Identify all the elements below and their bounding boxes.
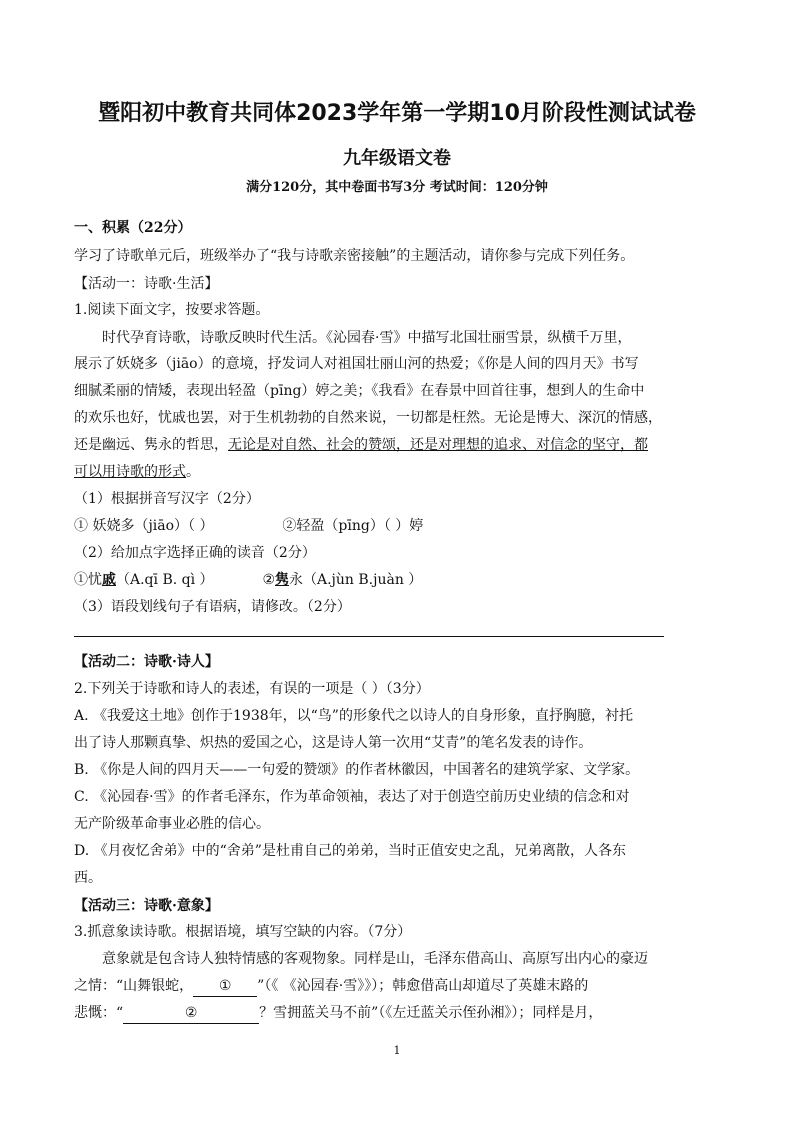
option-d-cont: 西。 (74, 870, 102, 886)
sub-question-1-b: ②轻盈（pīng）（ ）婷 (282, 518, 424, 534)
fill-blank-2[interactable]: ② (123, 1003, 259, 1024)
passage-line (74, 462, 734, 482)
activity-two-heading: 【活动二：诗歌·诗人】 (74, 654, 219, 670)
option-b: B. 《你是人间的四月天——一句爱的赞颂》的作者林徽因，中国著名的建筑学家、文学家。 (74, 762, 640, 778)
passage-text: 。 (186, 464, 200, 480)
question-1-stem: 1.阅读下面文字，按要求答题。 (74, 302, 270, 318)
sub-question-1-items (74, 516, 734, 536)
activity-three-text: 意象就是包含诗人独特情感的客观物象。同样是山，毛泽东借高山、高原写出内心的豪迈 (102, 951, 648, 967)
option-a-cont: 出了诗人那颗真挚、炽热的爱国之心，这是诗人第一次用“艾青”的笔名发表的诗作。 (74, 735, 593, 751)
answer-line[interactable] (74, 636, 664, 637)
activity-three-text-part: ”（《 《沁园春·雪》》）；韩愈借高山却道尽了英雄末路的 (257, 978, 589, 994)
activity-one-heading: 【活动一：诗歌·生活】 (74, 276, 219, 292)
sub-question-2-items (74, 570, 734, 590)
sub-question-2-b-options: 永（A.jùn B.juàn ） (289, 572, 423, 588)
passage-underlined-sentence: 无论是对自然、社会的赞颂，还是对理想的追求、对信念的坚守，都 (228, 437, 648, 453)
activity-three-text (74, 976, 734, 997)
sub-question-1-a: ① 妖娆多（jiāo）（ ） (74, 518, 214, 534)
passage-line: 细腻柔丽的情矮，表现出轻盈（pīng）婷之美；《我看》在春景中回首往事，想到人的生命中 (74, 383, 645, 399)
question-3-stem: 3.抓意象读诗歌。根据语境，填写空缺的内容。（7分） (74, 924, 412, 940)
option-c-cont: 无产阶级革命事业必胜的信心。 (74, 816, 270, 832)
passage-line: 时代孕育诗歌，诗歌反映时代生活。《沁园春·雪》中描写北国壮丽雪景，纵横千万里， (102, 330, 632, 346)
exam-title: 暨阳初中教育共同体2023学年第一学期10月阶段性测试试卷 (98, 101, 696, 126)
section-heading: 一、积累（22分） (74, 220, 192, 236)
activity-three-text-part: 悲慨：“ (74, 1005, 124, 1021)
sub-question-2-a-prefix: ①忧 (74, 572, 102, 588)
option-a: A. 《我爱这土地》创作于1938年，以“鸟”的形象代之以诗人的自身形象，直抒胸臆，衬托 (74, 708, 633, 724)
dotted-char: 隽 (275, 572, 289, 588)
score-time-line: 满分120分，其中卷面书写3分 考试时间：120分钟 (246, 180, 548, 195)
dotted-char: 戚 (102, 572, 116, 588)
question-2-stem: 2.下列关于诗歌和诗人的表述，有误的一项是（ ）（3分） (74, 681, 430, 697)
option-c: C. 《沁园春·雪》的作者毛泽东，作为革命领袖，表达了对于创造空前历史业绩的信念和对 (74, 789, 630, 805)
activity-three-text-part: 之情：“山舞银蛇， (74, 978, 194, 994)
passage-text: 还是幽远、隽永的哲思， (74, 437, 228, 453)
sub-question-3: （3）语段划线句子有语病，请修改。（2分） (74, 599, 351, 615)
activity-three-text-part: ？雪拥蓝关马不前”（《左迁蓝关示侄孙湘》）；同样是月， (259, 1005, 603, 1021)
passage-line (74, 435, 734, 455)
sub-question-2: （2）给加点字选择正确的读音（2分） (74, 545, 316, 561)
sub-question-2-a-options: （A.qī B. qì ） (116, 572, 214, 588)
sub-question-1: （1）根据拼音写汉字（2分） (74, 491, 260, 507)
activity-three-heading: 【活动三：诗歌·意象】 (74, 898, 219, 914)
passage-underlined-sentence: 可以用诗歌的形式 (74, 464, 186, 480)
fill-blank-1[interactable]: ① (193, 976, 257, 997)
activity-three-text (74, 1003, 734, 1024)
page-number: 1 (393, 1044, 401, 1057)
option-d: D. 《月夜忆舍弟》中的“舍弟”是杜甫自己的弟弟，当时正值安史之乱，兄弟离散，人各东 (74, 843, 626, 859)
exam-subtitle: 九年级语文卷 (343, 148, 451, 169)
passage-line: 的欢乐也好，忧戚也罢，对于生机勃勃的自然来说，一切都是枉然。无论是博大、深沉的情感， (74, 410, 662, 426)
passage-line: 展示了妖娆多（jiāo）的意境，抒发词人对祖国壮丽山河的热爱；《你是人间的四月天》书写 (74, 356, 639, 372)
sub-question-2-b-prefix: ② (262, 572, 275, 588)
section-intro: 学习了诗歌单元后，班级举办了“我与诗歌亲密接触”的主题活动，请你参与完成下列任务。 (74, 248, 635, 264)
